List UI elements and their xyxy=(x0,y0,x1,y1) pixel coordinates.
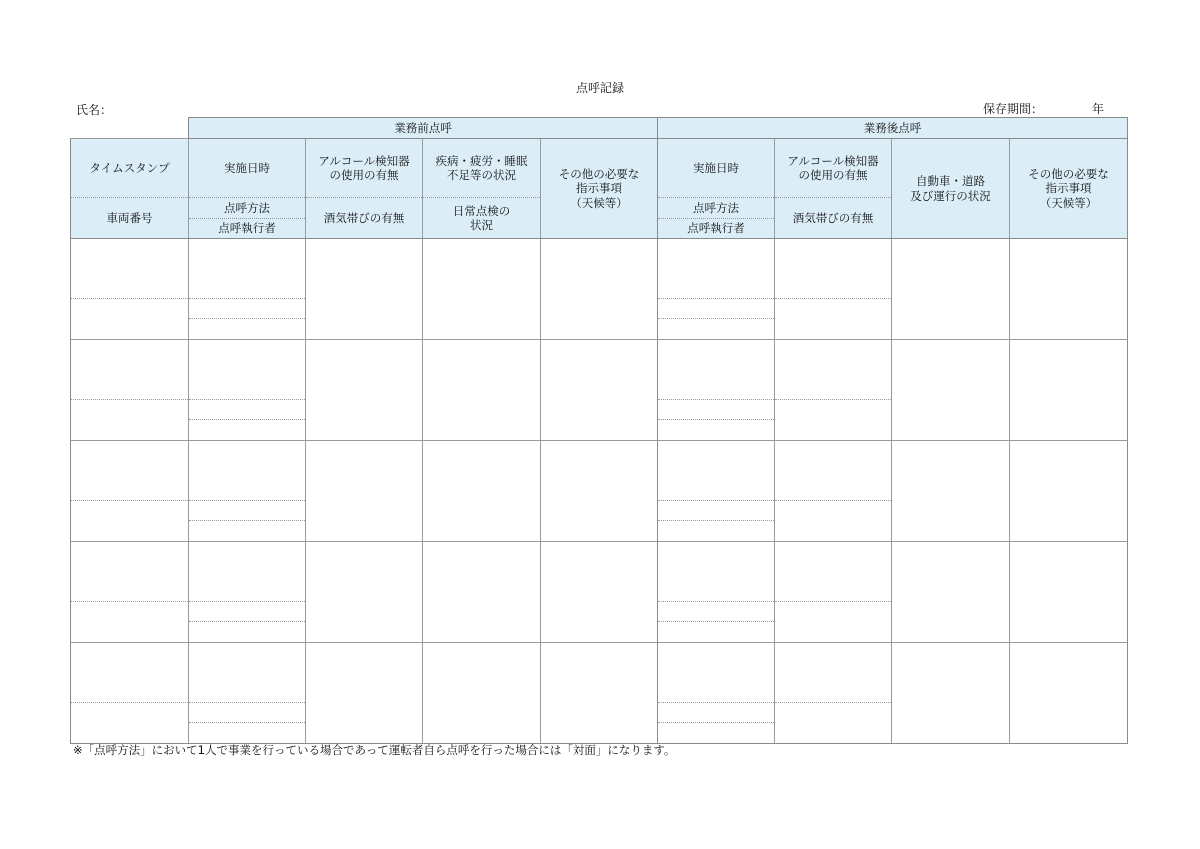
section-post-roll-call: 業務後点呼 xyxy=(658,118,1128,139)
cell-pre-alcohol-and-drunk[interactable] xyxy=(306,441,423,542)
header-post-executor: 点呼執行者 xyxy=(658,218,775,239)
cell-pre-other[interactable] xyxy=(541,441,658,542)
cell-pre-method[interactable] xyxy=(189,299,306,319)
cell-post-method[interactable] xyxy=(658,602,775,622)
cell-pre-health-and-inspection[interactable] xyxy=(423,239,541,340)
cell-pre-other[interactable] xyxy=(541,643,658,744)
cell-post-other[interactable] xyxy=(1010,542,1128,643)
header-pre-drunk-status: 酒気帯びの有無 xyxy=(306,198,423,239)
cell-post-drunk-status[interactable] xyxy=(775,501,892,542)
cell-pre-datetime[interactable] xyxy=(189,239,306,299)
cell-pre-executor[interactable] xyxy=(189,521,306,542)
footnote: ※「点呼方法」において1人で事業を行っている場合であって運転者自ら点呼を行った場合には「対面」になります。 xyxy=(73,743,676,757)
cell-post-drunk-status[interactable] xyxy=(775,602,892,643)
cell-post-drunk-status[interactable] xyxy=(775,703,892,744)
header-pre-method: 点呼方法 xyxy=(189,198,306,219)
cell-post-road-status[interactable] xyxy=(892,340,1010,441)
cell-pre-datetime[interactable] xyxy=(189,340,306,400)
cell-pre-method[interactable] xyxy=(189,501,306,521)
cell-pre-executor[interactable] xyxy=(189,319,306,340)
cell-pre-method[interactable] xyxy=(189,400,306,420)
cell-timestamp[interactable] xyxy=(71,643,189,703)
cell-vehicle-number[interactable] xyxy=(71,501,189,542)
header-post-drunk-status: 酒気帯びの有無 xyxy=(775,198,892,239)
cell-post-other[interactable] xyxy=(1010,239,1128,340)
cell-post-alcohol-use[interactable] xyxy=(775,643,892,703)
cell-pre-datetime[interactable] xyxy=(189,441,306,501)
header-post-alcohol-detector-use: アルコール検知器 の使用の有無 xyxy=(775,139,892,198)
cell-pre-datetime[interactable] xyxy=(189,643,306,703)
header-vehicle-number: 車両番号 xyxy=(71,198,189,239)
header-pre-health-status: 疾病・疲労・睡眠 不足等の状況 xyxy=(423,139,541,198)
cell-pre-health-and-inspection[interactable] xyxy=(423,340,541,441)
cell-post-datetime[interactable] xyxy=(658,239,775,299)
cell-pre-health-and-inspection[interactable] xyxy=(423,542,541,643)
cell-post-alcohol-use[interactable] xyxy=(775,542,892,602)
cell-post-drunk-status[interactable] xyxy=(775,400,892,441)
header-post-method: 点呼方法 xyxy=(658,198,775,219)
header-pre-datetime: 実施日時 xyxy=(189,139,306,198)
cell-timestamp[interactable] xyxy=(71,441,189,501)
cell-timestamp[interactable] xyxy=(71,239,189,299)
cell-pre-health-and-inspection[interactable] xyxy=(423,643,541,744)
cell-pre-alcohol-and-drunk[interactable] xyxy=(306,340,423,441)
cell-post-executor[interactable] xyxy=(658,723,775,744)
name-label: 氏名： xyxy=(76,103,113,117)
cell-post-datetime[interactable] xyxy=(658,643,775,703)
cell-post-road-status[interactable] xyxy=(892,542,1010,643)
cell-post-road-status[interactable] xyxy=(892,643,1010,744)
cell-pre-alcohol-and-drunk[interactable] xyxy=(306,239,423,340)
cell-post-road-status[interactable] xyxy=(892,441,1010,542)
header-post-other-instructions: その他の必要な 指示事項 （天候等） xyxy=(1010,139,1128,239)
cell-post-road-status[interactable] xyxy=(892,239,1010,340)
cell-post-method[interactable] xyxy=(658,703,775,723)
cell-pre-other[interactable] xyxy=(541,340,658,441)
cell-post-other[interactable] xyxy=(1010,643,1128,744)
section-pre-roll-call: 業務前点呼 xyxy=(189,118,658,139)
cell-vehicle-number[interactable] xyxy=(71,299,189,340)
cell-pre-executor[interactable] xyxy=(189,420,306,441)
cell-pre-method[interactable] xyxy=(189,602,306,622)
cell-post-datetime[interactable] xyxy=(658,340,775,400)
section-spacer xyxy=(71,118,189,139)
cell-post-drunk-status[interactable] xyxy=(775,299,892,340)
cell-pre-alcohol-and-drunk[interactable] xyxy=(306,542,423,643)
cell-post-other[interactable] xyxy=(1010,441,1128,542)
cell-post-method[interactable] xyxy=(658,501,775,521)
cell-post-alcohol-use[interactable] xyxy=(775,239,892,299)
cell-post-executor[interactable] xyxy=(658,521,775,542)
cell-pre-datetime[interactable] xyxy=(189,542,306,602)
cell-post-datetime[interactable] xyxy=(658,441,775,501)
retention-label: 保存期間： xyxy=(983,102,1044,116)
cell-post-method[interactable] xyxy=(658,299,775,319)
header-post-road-status: 自動車・道路 及び運行の状況 xyxy=(892,139,1010,239)
cell-pre-other[interactable] xyxy=(541,542,658,643)
cell-vehicle-number[interactable] xyxy=(71,400,189,441)
cell-post-method[interactable] xyxy=(658,400,775,420)
header-timestamp: タイムスタンプ xyxy=(71,139,189,198)
cell-pre-executor[interactable] xyxy=(189,622,306,643)
cell-timestamp[interactable] xyxy=(71,340,189,400)
cell-vehicle-number[interactable] xyxy=(71,703,189,744)
cell-post-alcohol-use[interactable] xyxy=(775,441,892,501)
cell-pre-health-and-inspection[interactable] xyxy=(423,441,541,542)
roll-call-record-table xyxy=(70,117,1128,744)
cell-timestamp[interactable] xyxy=(71,542,189,602)
cell-post-other[interactable] xyxy=(1010,340,1128,441)
cell-post-executor[interactable] xyxy=(658,622,775,643)
header-pre-alcohol-detector-use: アルコール検知器 の使用の有無 xyxy=(306,139,423,198)
cell-pre-alcohol-and-drunk[interactable] xyxy=(306,643,423,744)
cell-pre-method[interactable] xyxy=(189,703,306,723)
cell-post-executor[interactable] xyxy=(658,420,775,441)
cell-post-datetime[interactable] xyxy=(658,542,775,602)
header-pre-other-instructions: その他の必要な 指示事項 （天候等） xyxy=(541,139,658,239)
header-pre-executor: 点呼執行者 xyxy=(189,218,306,239)
retention-unit: 年 xyxy=(1092,102,1105,116)
page-title: 点呼記録 xyxy=(575,81,624,95)
cell-pre-executor[interactable] xyxy=(189,723,306,744)
cell-post-alcohol-use[interactable] xyxy=(775,340,892,400)
cell-pre-other[interactable] xyxy=(541,239,658,340)
header-pre-daily-inspection: 日常点検の 状況 xyxy=(423,198,541,239)
cell-post-executor[interactable] xyxy=(658,319,775,340)
header-post-datetime: 実施日時 xyxy=(658,139,775,198)
cell-vehicle-number[interactable] xyxy=(71,602,189,643)
